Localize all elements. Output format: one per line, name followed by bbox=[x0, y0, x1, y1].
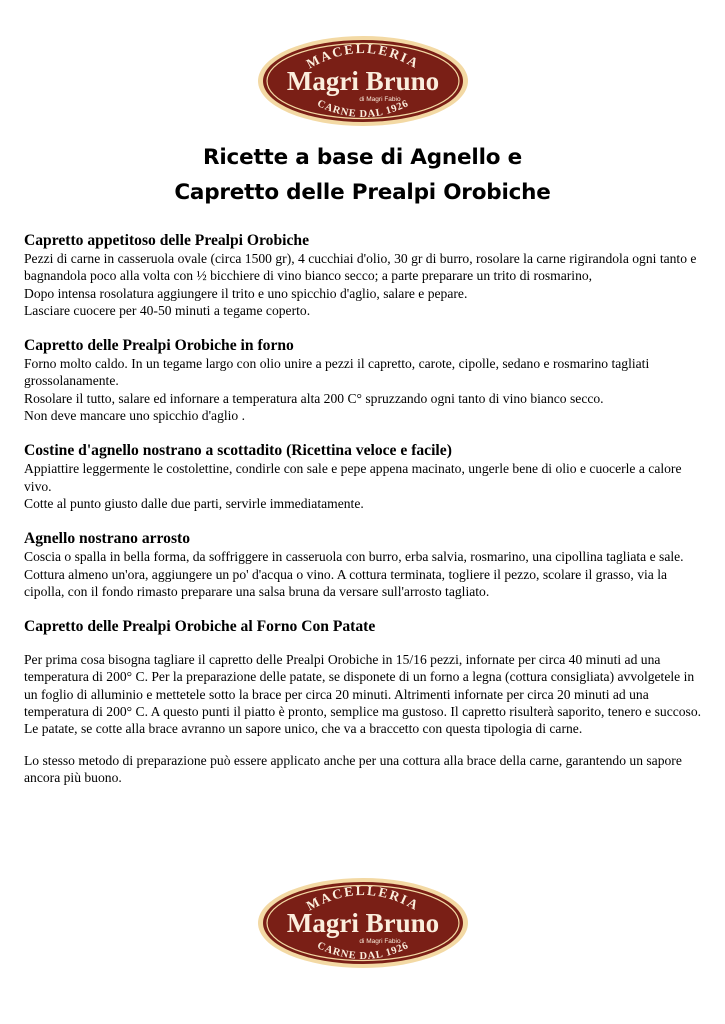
recipe-5 bbox=[24, 618, 702, 786]
recipe-text: Cottura almeno un'ora, aggiungere un po' d'acqua o vino. A cottura terminata, togliere il pezzo, scolare il grasso, via la cipolla, con il fondo rimasto preparare una salsa bruna da versare sull'arrosto tagliato. bbox=[24, 566, 668, 599]
recipe-text: Non deve mancare uno spicchio d'aglio . bbox=[24, 408, 246, 424]
brand-logo-top bbox=[256, 34, 470, 128]
recipe-text: Lo stesso metodo di preparazione può essere applicato anche per una cottura alla brace della carne, garantendo un sapore ancora più buono. bbox=[24, 752, 682, 785]
recipe-heading: Agnello nostrano arrosto bbox=[24, 530, 191, 548]
brand-logo-bottom bbox=[256, 876, 470, 970]
page-title bbox=[0, 140, 725, 210]
logo-emblem bbox=[256, 876, 470, 970]
logo-line3: CARNE DAL 1926 bbox=[314, 98, 411, 121]
recipe-text: Lasciare cuocere per 40-50 minuti a tegame coperto. bbox=[24, 302, 311, 318]
recipe-heading: Capretto appetitoso delle Prealpi Orobiche bbox=[24, 232, 309, 249]
logo-emblem bbox=[256, 34, 470, 128]
recipe-text: Rosolare il tutto, salare ed infornare a temperatura alta 200 C° spruzzando ogni tanto di vino bianco secco. bbox=[24, 390, 604, 406]
recipe-text: Appiattire leggermente le costolettine, condirle con sale e pepe appena macinato, ungerle bene di olio e cuocerle a calore vivo. bbox=[24, 461, 682, 494]
logo-line3: CARNE DAL 1926 bbox=[314, 940, 411, 963]
logo-name: Magri Bruno bbox=[286, 908, 439, 938]
recipe-heading: Capretto delle Prealpi Orobiche in forno bbox=[24, 337, 294, 355]
title-line-1: Ricette a base di Agnello e bbox=[203, 145, 522, 170]
recipe-text: Pezzi di carne in casseruola ovale (circa 1500 gr), 4 cucchiai d'olio, 30 gr di burro, rosolare la carne rigirandola ogni tanto e bagnandola poco alla volta con ½ bicchiere di vino bianco secco; a parte preparare un trito di rosmarino, bbox=[24, 251, 697, 284]
recipe-2 bbox=[24, 337, 702, 424]
logo-sub: di Magri Fabio bbox=[358, 96, 401, 103]
recipe-text: Forno molto caldo. In un tegame largo con olio unire a pezzi il capretto, carote, cipolle, sedano e rosmarino tagliati grossolanamente. bbox=[24, 356, 650, 389]
logo-line1: MACELLERIA bbox=[303, 882, 422, 914]
recipe-1 bbox=[24, 232, 702, 319]
recipe-text: Coscia o spalla in bella forma, da soffriggere in casseruola con burro, erba salvia, rosmarino, una cipollina tagliata e sale. bbox=[24, 549, 684, 565]
logo-sub: di Magri Fabio bbox=[358, 938, 401, 945]
logo-name: Magri Bruno bbox=[286, 66, 439, 96]
logo-line1: MACELLERIA bbox=[303, 40, 422, 72]
recipe-list bbox=[24, 232, 702, 804]
recipe-3 bbox=[24, 442, 702, 512]
recipe-text: Dopo intensa rosolatura aggiungere il trito e uno spicchio d'aglio, salare e pepare. bbox=[24, 285, 468, 301]
title-line-2: Capretto delle Prealpi Orobiche bbox=[174, 180, 551, 205]
recipe-4 bbox=[24, 530, 702, 600]
recipe-text: Cotte al punto giusto dalle due parti, servirle immediatamente. bbox=[24, 495, 364, 511]
recipe-heading: Capretto delle Prealpi Orobiche al Forno Con Patate bbox=[24, 618, 376, 636]
recipe-text: Per prima cosa bisogna tagliare il capretto delle Prealpi Orobiche in 15/16 pezzi, infornate per circa 40 minuti ad una temperatura di 200° C. Per la preparazione delle patate, se disponete di un forno a legna (cottura consigliata) avvolgetele in un foglio di alluminio e mettetele sotto la brace per circa 20 minuti. Altrimenti infornate per circa 20 minuti ad una temperatura di 200° C. A questo punti il piatto è pronto, semplice ma gustoso. Il capretto risulterà saporito, tenero e succoso. Le patate, se cotte alla brace avranno un sapore unico, che va a braccetto con questa tipologia di carne. bbox=[24, 652, 702, 737]
recipe-heading: Costine d'agnello nostrano a scottadito (Ricettina veloce e facile) bbox=[24, 442, 452, 460]
